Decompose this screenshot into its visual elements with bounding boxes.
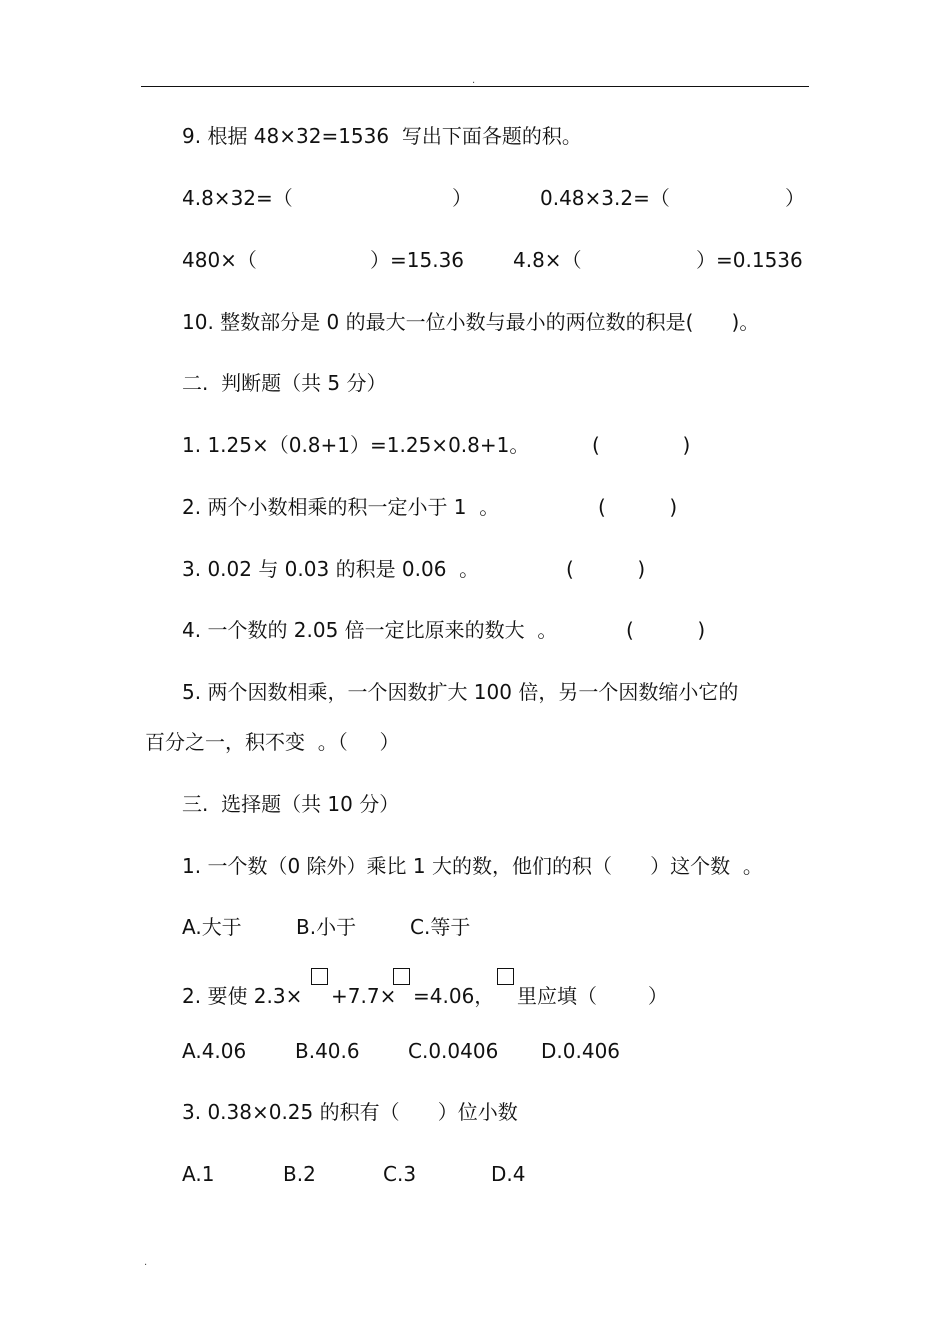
q9-row2-a: 480×（	[182, 248, 257, 272]
judge-item-3-paren: ( )	[566, 557, 646, 581]
choice-q3-option-b: B.2	[283, 1162, 316, 1186]
q9-row1-b: 0.48×3.2=（	[540, 186, 670, 210]
choice-heading: 三. 选择题（共 10 分）	[182, 792, 400, 816]
choice-q1-option-b: B.小于	[296, 915, 357, 939]
choice-q3-option-a: A.1	[182, 1162, 215, 1186]
judge-item-5: 5. 两个因数相乘，一个因数扩大 100 倍，另一个因数缩小它的	[182, 680, 739, 704]
choice-q2-part2: +7.7×	[331, 984, 397, 1008]
choice-q1-option-a: A.大于	[182, 915, 242, 939]
judge-heading: 二. 判断题（共 5 分）	[182, 371, 387, 395]
q9-row2-b: 4.8×（	[513, 248, 582, 272]
choice-q2-part3: =4.06，	[413, 984, 495, 1008]
q9-row1-a-close: ）	[452, 186, 472, 210]
footer-dot: .	[144, 1257, 148, 1268]
judge-item-1: 1. 1.25×（0.8+1）=1.25×0.8+1。	[182, 433, 530, 457]
choice-q2-option-c: C.0.0406	[408, 1039, 499, 1063]
choice-q2-option-b: B.40.6	[295, 1039, 360, 1063]
choice-q2-option-a: A.4.06	[182, 1039, 247, 1063]
choice-q3-option-d: D.4	[491, 1162, 526, 1186]
choice-q3-option-c: C.3	[383, 1162, 417, 1186]
q9-row1-b-close: ）	[785, 186, 805, 210]
header-dot: .	[472, 75, 476, 86]
choice-q1-prompt: 1. 一个数（0 除外）乘比 1 大的数，他们的积（ ）这个数 。	[182, 854, 763, 878]
choice-q2-part4: 里应填（ ）	[517, 984, 668, 1008]
choice-q1-option-c: C.等于	[410, 915, 471, 939]
q9-prompt: 9. 根据 48×32=1536 写出下面各题的积。	[182, 124, 582, 148]
judge-item-2: 2. 两个小数相乘的积一定小于 1 。	[182, 495, 500, 519]
choice-q2-part1: 2. 要使 2.3×	[182, 984, 303, 1008]
judge-item-1-paren: ( )	[592, 433, 691, 457]
choice-q2-option-d: D.0.406	[541, 1039, 621, 1063]
q9-row2-b-close: ）=0.1536	[696, 248, 803, 272]
blank-box-3	[497, 968, 514, 985]
choice-q3-prompt: 3. 0.38×0.25 的积有（ ）位小数	[182, 1100, 518, 1124]
judge-item-4: 4. 一个数的 2.05 倍一定比原来的数大 。	[182, 618, 558, 642]
blank-box-2	[393, 968, 410, 985]
header-rule	[141, 86, 809, 87]
q9-row2-a-close: ）=15.36	[370, 248, 465, 272]
judge-item-3: 3. 0.02 与 0.03 的积是 0.06 。	[182, 557, 480, 581]
judge-item-4-paren: ( )	[626, 618, 706, 642]
q10-prompt: 10. 整数部分是 0 的最大一位小数与最小的两位数的积是( )。	[182, 310, 760, 334]
blank-box-1	[311, 968, 328, 985]
judge-item-2-paren: ( )	[598, 495, 678, 519]
q9-row1-a: 4.8×32=（	[182, 186, 293, 210]
judge-item-5-cont: 百分之一，积不变 。（ ）	[145, 730, 400, 754]
